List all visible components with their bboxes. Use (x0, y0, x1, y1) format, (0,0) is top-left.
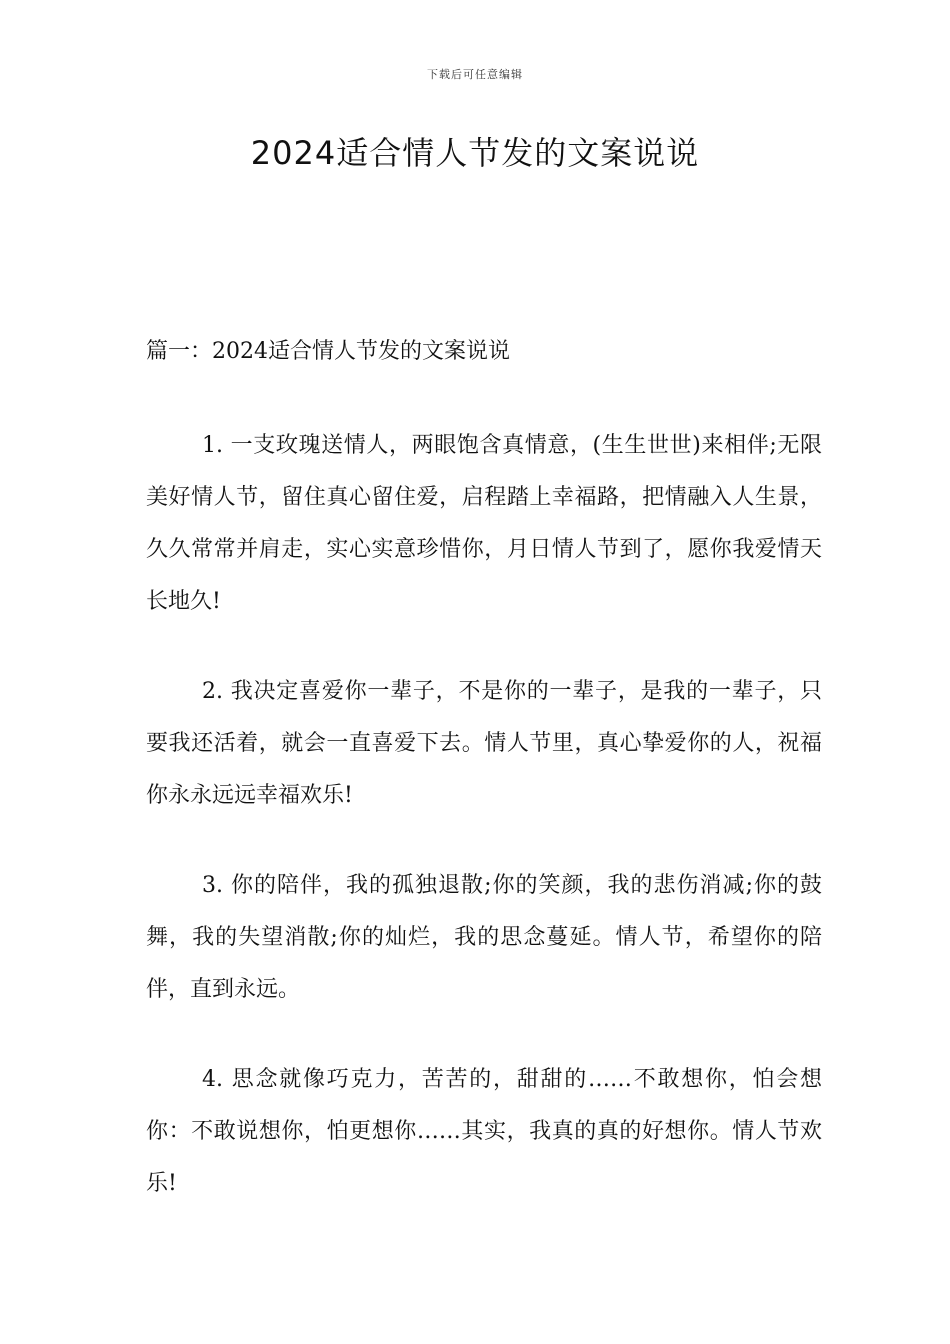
paragraph-4: 4. 思念就像巧克力，苦苦的，甜甜的……不敢想你，怕会想你：不敢说想你，怕更想你……其实，我真的真的好想你。情人节欢乐! (146, 1067, 822, 1196)
paragraph-1: 1. 一支玫瑰送情人，两眼饱含真情意，(生生世世)来相伴;无限美好情人节，留住真心留住爱，启程踏上幸福路，把情融入人生景，久久常常并肩走，实心实意珍惜你，月日情人节到了，愿你我爱情天长地久! (146, 433, 822, 614)
paragraph-2: 2. 我决定喜爱你一辈子，不是你的一辈子，是我的一辈子，只要我还活着，就会一直喜爱下去。情人节里，真心挚爱你的人，祝福你永永远远幸福欢乐! (146, 679, 822, 808)
paragraph-3: 3. 你的陪伴，我的孤独退散;你的笑颜，我的悲伤消减;你的鼓舞，我的失望消散;你的灿烂，我的思念蔓延。情人节，希望你的陪伴，直到永远。 (146, 873, 822, 1002)
section-heading: 篇一：2024适合情人节发的文案说说 (146, 339, 510, 364)
document-body (146, 420, 822, 1248)
document-title: 2024适合情人节发的文案说说 (250, 134, 700, 172)
header-note: 下载后可任意编辑 (427, 68, 523, 81)
